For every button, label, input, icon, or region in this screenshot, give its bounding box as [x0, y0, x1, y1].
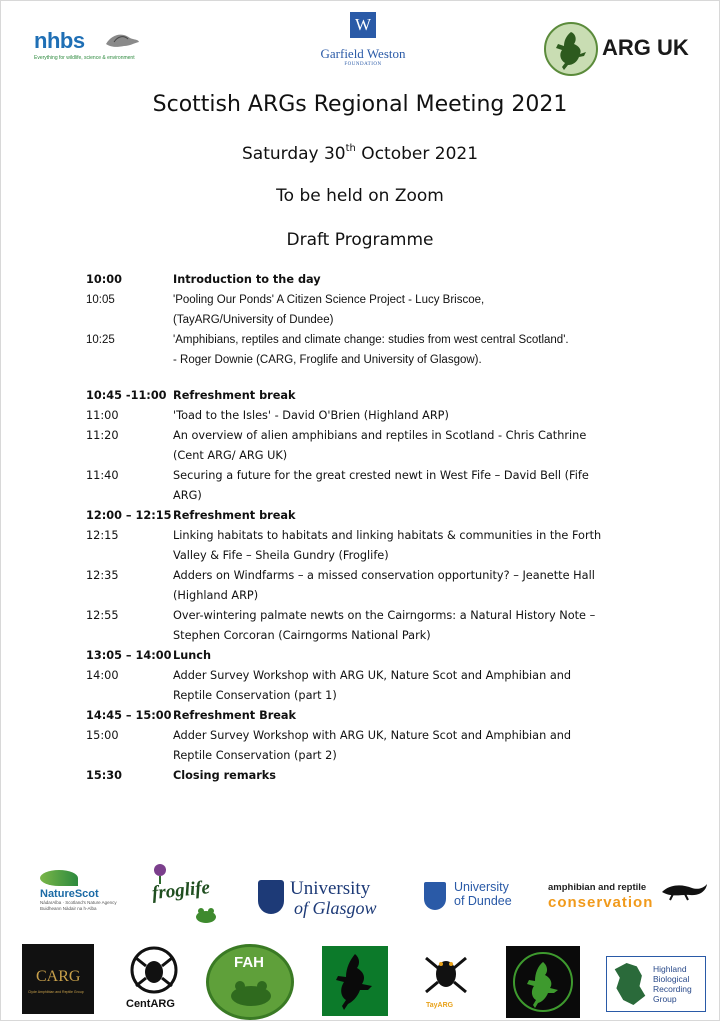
- programme-description: [173, 566, 646, 606]
- weston-name: Garfield Weston: [320, 46, 406, 61]
- programme-description: [173, 426, 646, 466]
- programme-description: [173, 270, 646, 290]
- programme-time: 14:00: [86, 669, 119, 682]
- arg-uk-logo: [544, 22, 694, 78]
- event-venue: To be held on Zoom: [276, 186, 444, 206]
- lizard-icon: [506, 946, 580, 1018]
- programme-description: [173, 526, 646, 566]
- programme-description: [173, 506, 646, 526]
- uog-line2: of Glasgow: [294, 898, 377, 918]
- programme-description-line: Refreshment break: [173, 509, 296, 522]
- programme-row: [86, 706, 646, 726]
- fah-logo: [204, 944, 296, 1020]
- weston-foundation: FOUNDATION: [344, 62, 382, 67]
- programme-row: [86, 426, 646, 466]
- hbrg-line3: Recording: [653, 984, 692, 994]
- fah-name: FAH: [234, 954, 264, 971]
- uod-line1: University: [454, 880, 509, 894]
- hbrg-line4: Group: [653, 994, 677, 1004]
- programme-description-line: Reptile Conservation (part 2): [173, 749, 337, 762]
- programme-description: [173, 386, 646, 406]
- programme-time: 15:00: [86, 729, 119, 742]
- programme-time: 10:05: [86, 294, 115, 306]
- naturescot-leaf-icon: [40, 870, 78, 886]
- programme-time: 12:35: [86, 569, 119, 582]
- garfield-weston-logo: [308, 12, 418, 82]
- arc-line1: amphibian and reptile: [548, 882, 647, 893]
- programme-time: 10:00: [86, 273, 122, 286]
- date-rest: October 2021: [355, 144, 479, 164]
- carg-name: CARG: [36, 968, 81, 985]
- programme-row: [86, 606, 646, 646]
- hbrg-line2: Biological: [653, 974, 690, 984]
- programme-description-line: 'Pooling Our Ponds' A Citizen Science Project - Lucy Briscoe,: [173, 294, 485, 306]
- nhbs-bird-icon: [104, 30, 140, 52]
- programme-row: [86, 646, 646, 666]
- programme-table: [86, 270, 646, 786]
- frog-icon: [418, 946, 474, 1000]
- programme-time: 12:00 – 12:15: [86, 509, 172, 522]
- programme-description-line: (TayARG/University of Dundee): [173, 314, 334, 326]
- programme-row: [86, 526, 646, 566]
- programme-row: [86, 566, 646, 606]
- programme-description: [173, 406, 646, 426]
- naturescot-sub2: Buidheann Nàdair na h-Alba: [40, 906, 97, 911]
- centarg-logo: [122, 944, 188, 1014]
- date-prefix: Saturday 30: [241, 144, 346, 164]
- arc-line2: conservation: [548, 894, 654, 911]
- naturescot-name: NatureScot: [40, 888, 99, 900]
- carg-sub: Clyde Amphibian and Reptile Group: [28, 990, 84, 994]
- programme-description-line: Over-wintering palmate newts on the Cairngorms: a Natural History Note –: [173, 609, 596, 622]
- scotland-map-icon: [613, 963, 647, 1005]
- university-of-dundee-logo: [424, 880, 528, 920]
- hbrg-logo: [606, 956, 706, 1012]
- hbrg-line1: Highland: [653, 964, 687, 974]
- programme-row: [86, 290, 646, 330]
- programme-group-main: [86, 386, 646, 786]
- programme-time: 11:40: [86, 469, 119, 482]
- programme-description-line: Valley & Fife – Sheila Gundry (Froglife): [173, 549, 389, 562]
- programme-description: [173, 726, 646, 766]
- programme-description: [173, 666, 646, 706]
- lizard-icon: [322, 946, 388, 1016]
- programme-description-line: Adders on Windfarms – a missed conservation opportunity? – Jeanette Hall: [173, 569, 595, 582]
- programme-description-line: Closing remarks: [173, 769, 277, 782]
- green-arg-logo: [322, 946, 388, 1016]
- froglife-wordmark: froglife: [151, 877, 211, 904]
- centarg-name: CentARG: [126, 998, 175, 1010]
- programme-description-line: Adder Survey Workshop with ARG UK, Nature Scot and Amphibian and: [173, 729, 572, 742]
- date-ordinal: th: [345, 143, 356, 155]
- programme-group-morning: [86, 270, 646, 370]
- programme-description-line: 'Amphibians, reptiles and climate change: studies from west central Scotland'.: [173, 334, 569, 346]
- frog-icon: [194, 906, 218, 924]
- nhbs-logo: [34, 28, 144, 68]
- programme-description-line: ARG): [173, 489, 202, 502]
- programme-description-line: (Cent ARG/ ARG UK): [173, 449, 288, 462]
- programme-description-line: (Highland ARP): [173, 589, 259, 602]
- lizard-icon: [546, 24, 596, 74]
- programme-time: 14:45 – 15:00: [86, 709, 172, 722]
- programme-description-line: Reptile Conservation (part 1): [173, 689, 337, 702]
- programme-row: [86, 330, 646, 370]
- programme-time: 13:05 – 14:00: [86, 649, 172, 662]
- programme-time: 11:20: [86, 429, 119, 442]
- arg-uk-emblem: [544, 22, 598, 76]
- carg-logo: [22, 944, 94, 1014]
- dundee-crest-icon: [424, 882, 446, 910]
- glasgow-crest-icon: [258, 880, 284, 914]
- programme-description-line: Stephen Corcoran (Cairngorms National Park): [173, 629, 431, 642]
- nhbs-wordmark: nhbs: [34, 28, 85, 53]
- tayarg-logo: [418, 946, 474, 1016]
- froglife-logo: [148, 862, 220, 926]
- naturescot-sub1: NàdarAlba · Scotland's Nature Agency: [40, 900, 117, 905]
- tayarg-name: TayARG: [426, 1002, 454, 1009]
- programme-description: [173, 606, 646, 646]
- programme-description-line: Adder Survey Workshop with ARG UK, Nature Scot and Amphibian and: [173, 669, 572, 682]
- programme-description-line: - Roger Downie (CARG, Froglife and University of Glasgow).: [173, 354, 482, 366]
- nhbs-tagline: Everything for wildlife, science & environment: [34, 55, 135, 61]
- programme-row: [86, 386, 646, 406]
- weston-w-mark: W: [350, 12, 376, 38]
- naturescot-logo: [40, 870, 120, 930]
- programme-row: [86, 270, 646, 290]
- programme-description: [173, 290, 646, 330]
- programme-description-line: Introduction to the day: [173, 273, 321, 286]
- university-of-glasgow-logo: [258, 876, 386, 924]
- programme-description: [173, 330, 646, 370]
- programme-description: [173, 646, 646, 666]
- programme-time: 10:45 -11:00: [86, 389, 167, 402]
- frog-icon: [124, 944, 184, 996]
- programme-row: [86, 726, 646, 766]
- programme-row: [86, 666, 646, 706]
- programme-description-line: 'Toad to the Isles' - David O'Brien (Highland ARP): [173, 409, 449, 422]
- page-title: Scottish ARGs Regional Meeting 2021: [152, 92, 568, 117]
- arg-uk-text: ARG UK: [602, 35, 689, 60]
- programme-row: [86, 466, 646, 506]
- programme-row: [86, 506, 646, 526]
- uog-line1: University: [290, 878, 371, 899]
- programme-description-line: Refreshment Break: [173, 709, 297, 722]
- programme-description-line: An overview of alien amphibians and reptiles in Scotland - Chris Cathrine: [173, 429, 587, 442]
- programme-time: 10:25: [86, 334, 115, 346]
- programme-time: 12:15: [86, 529, 119, 542]
- newt-icon: [660, 878, 708, 902]
- event-date: [0, 144, 720, 164]
- programme-description: [173, 706, 646, 726]
- uod-line2: of Dundee: [454, 894, 512, 908]
- dark-arg-logo: [506, 946, 580, 1018]
- arc-logo: [548, 878, 708, 918]
- programme-description-line: Linking habitats to habitats and linking habitats & communities in the Forth: [173, 529, 602, 542]
- programme-description-line: Refreshment break: [173, 389, 296, 402]
- hbrg-text: [653, 964, 692, 1004]
- programme-row: [86, 766, 646, 786]
- programme-spacer: [86, 370, 646, 386]
- programme-heading: Draft Programme: [286, 230, 434, 250]
- programme-description: [173, 466, 646, 506]
- programme-time: 15:30: [86, 769, 122, 782]
- frog-icon: [226, 978, 276, 1008]
- programme-row: [86, 406, 646, 426]
- programme-description: [173, 766, 646, 786]
- programme-description-line: Lunch: [173, 649, 212, 662]
- programme-time: 11:00: [86, 409, 119, 422]
- programme-time: 12:55: [86, 609, 119, 622]
- programme-description-line: Securing a future for the great crested newt in West Fife – David Bell (Fife: [173, 469, 589, 482]
